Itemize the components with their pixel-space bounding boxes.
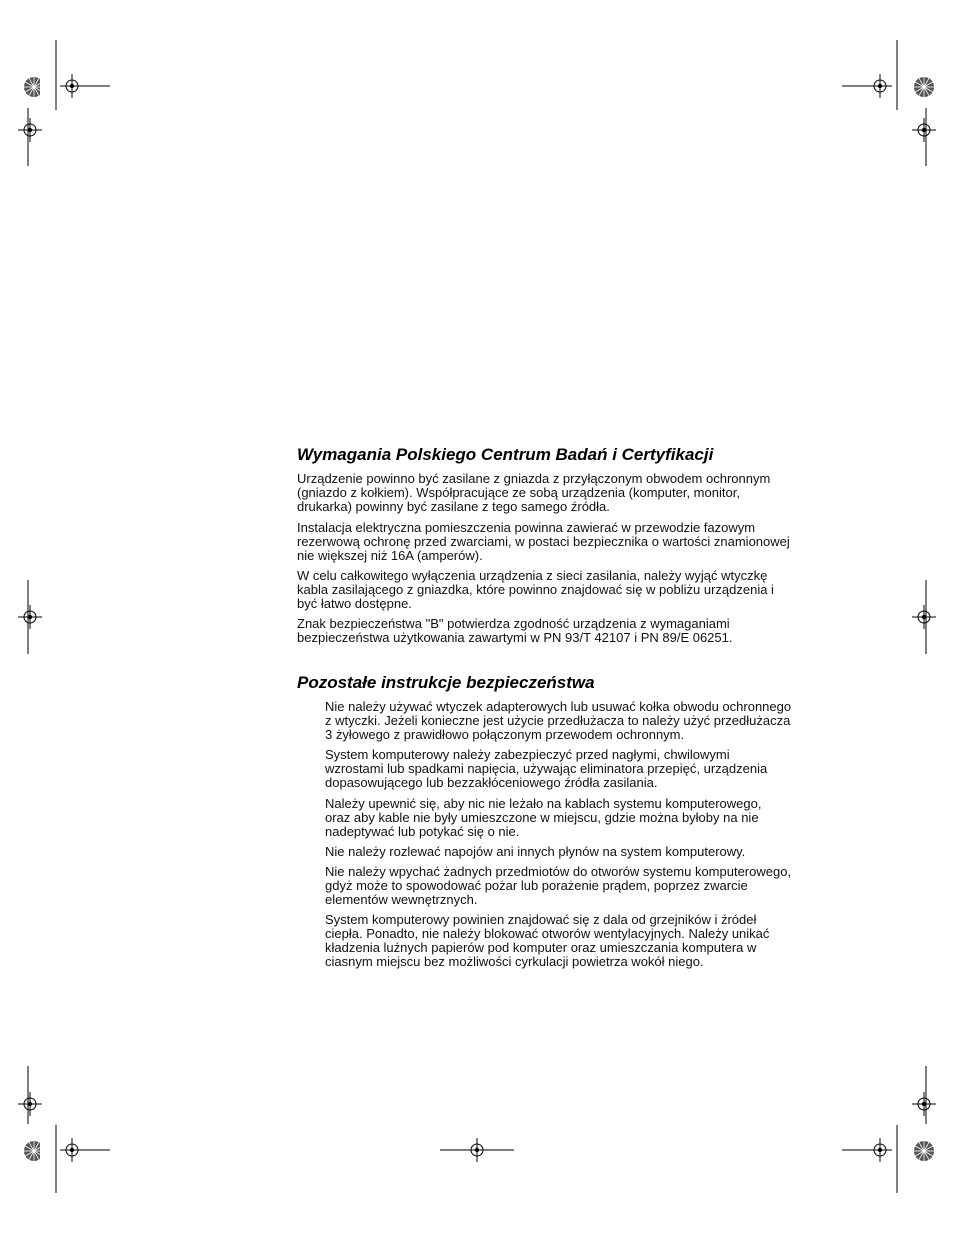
section-title-other-safety: Pozostałe instrukcje bezpieczeństwa xyxy=(297,673,595,692)
section-title-pcbc: Wymagania Polskiego Centrum Badań i Certyfikacji xyxy=(297,445,714,464)
paragraph-fuse: Instalacja elektryczna pomieszczenia powinna zawierać w przewodzie fazowym rezerwową ochronę przed zwarciami, w postaci bezpiecznika o wartości znamionowej nie większej niż 16A (amperów). xyxy=(297,520,790,563)
paragraph-ventilation: System komputerowy powinien znajdować się z dala od grzejników i źródeł ciepła. Ponadto, nie należy blokować otworów wentylacyjnych. Należy unikać kładzenia luźnych papierów pod komputer oraz umieszczania komputera w ciasnym miejscu bez możliwości cyrkulacji powietrza wokół niego. xyxy=(325,912,770,969)
paragraph-cables: Należy upewnić się, aby nic nie leżało na kablach systemu komputerowego, oraz aby kable nie były umieszczone w miejscu, gdzie można byłoby na nie nadeptywać lub potykać się o nie. xyxy=(325,796,762,839)
paragraph-safety-mark: Znak bezpieczeństwa "B" potwierdza zgodność urządzenia z wymaganiami bezpieczeństwa użytkowania zawartymi w PN 93/T 42107 i PN 89/E 06251. xyxy=(297,616,733,645)
paragraph-liquids: Nie należy rozlewać napojów ani innych płynów na system komputerowy. xyxy=(325,844,746,859)
paragraph-objects: Nie należy wpychać żadnych przedmiotów do otworów systemu komputerowego, gdyż może to spowodować pożar lub porażenie prądem, poprzez zwarcie elementów wewnętrznych. xyxy=(325,864,792,907)
paragraph-disconnect: W celu całkowitego wyłączenia urządzenia z sieci zasilania, należy wyjąć wtyczkę kabla zasilającego z gniazdka, które powinno znajdować się w pobliżu urządzenia i być łatwo dostępne. xyxy=(297,568,774,611)
paragraph-adapter-plugs: Nie należy używać wtyczek adapterowych lub usuwać kołka obwodu ochronnego z wtyczki. Jeżeli konieczne jest użycie przedłużacza to należy użyć przedłużacza 3 żyłowego z prawidłowo połączonym przewodem ochronnym. xyxy=(325,699,792,742)
paragraph-grounding: Urządzenie powinno być zasilane z gniazda z przyłączonym obwodem ochronnym (gniazdo z kołkiem). Współpracujące ze sobą urządzenia (komputer, monitor, drukarka) powinny być zasilane z tego samego źródła. xyxy=(297,471,771,514)
paragraph-surge: System komputerowy należy zabezpieczyć przed nagłymi, chwilowymi wzrostami lub spadkami napięcia, używając eliminatora przepięć, urządzenia dopasowującego lub bezzakłóceniowego źródła zasilania. xyxy=(325,747,768,790)
